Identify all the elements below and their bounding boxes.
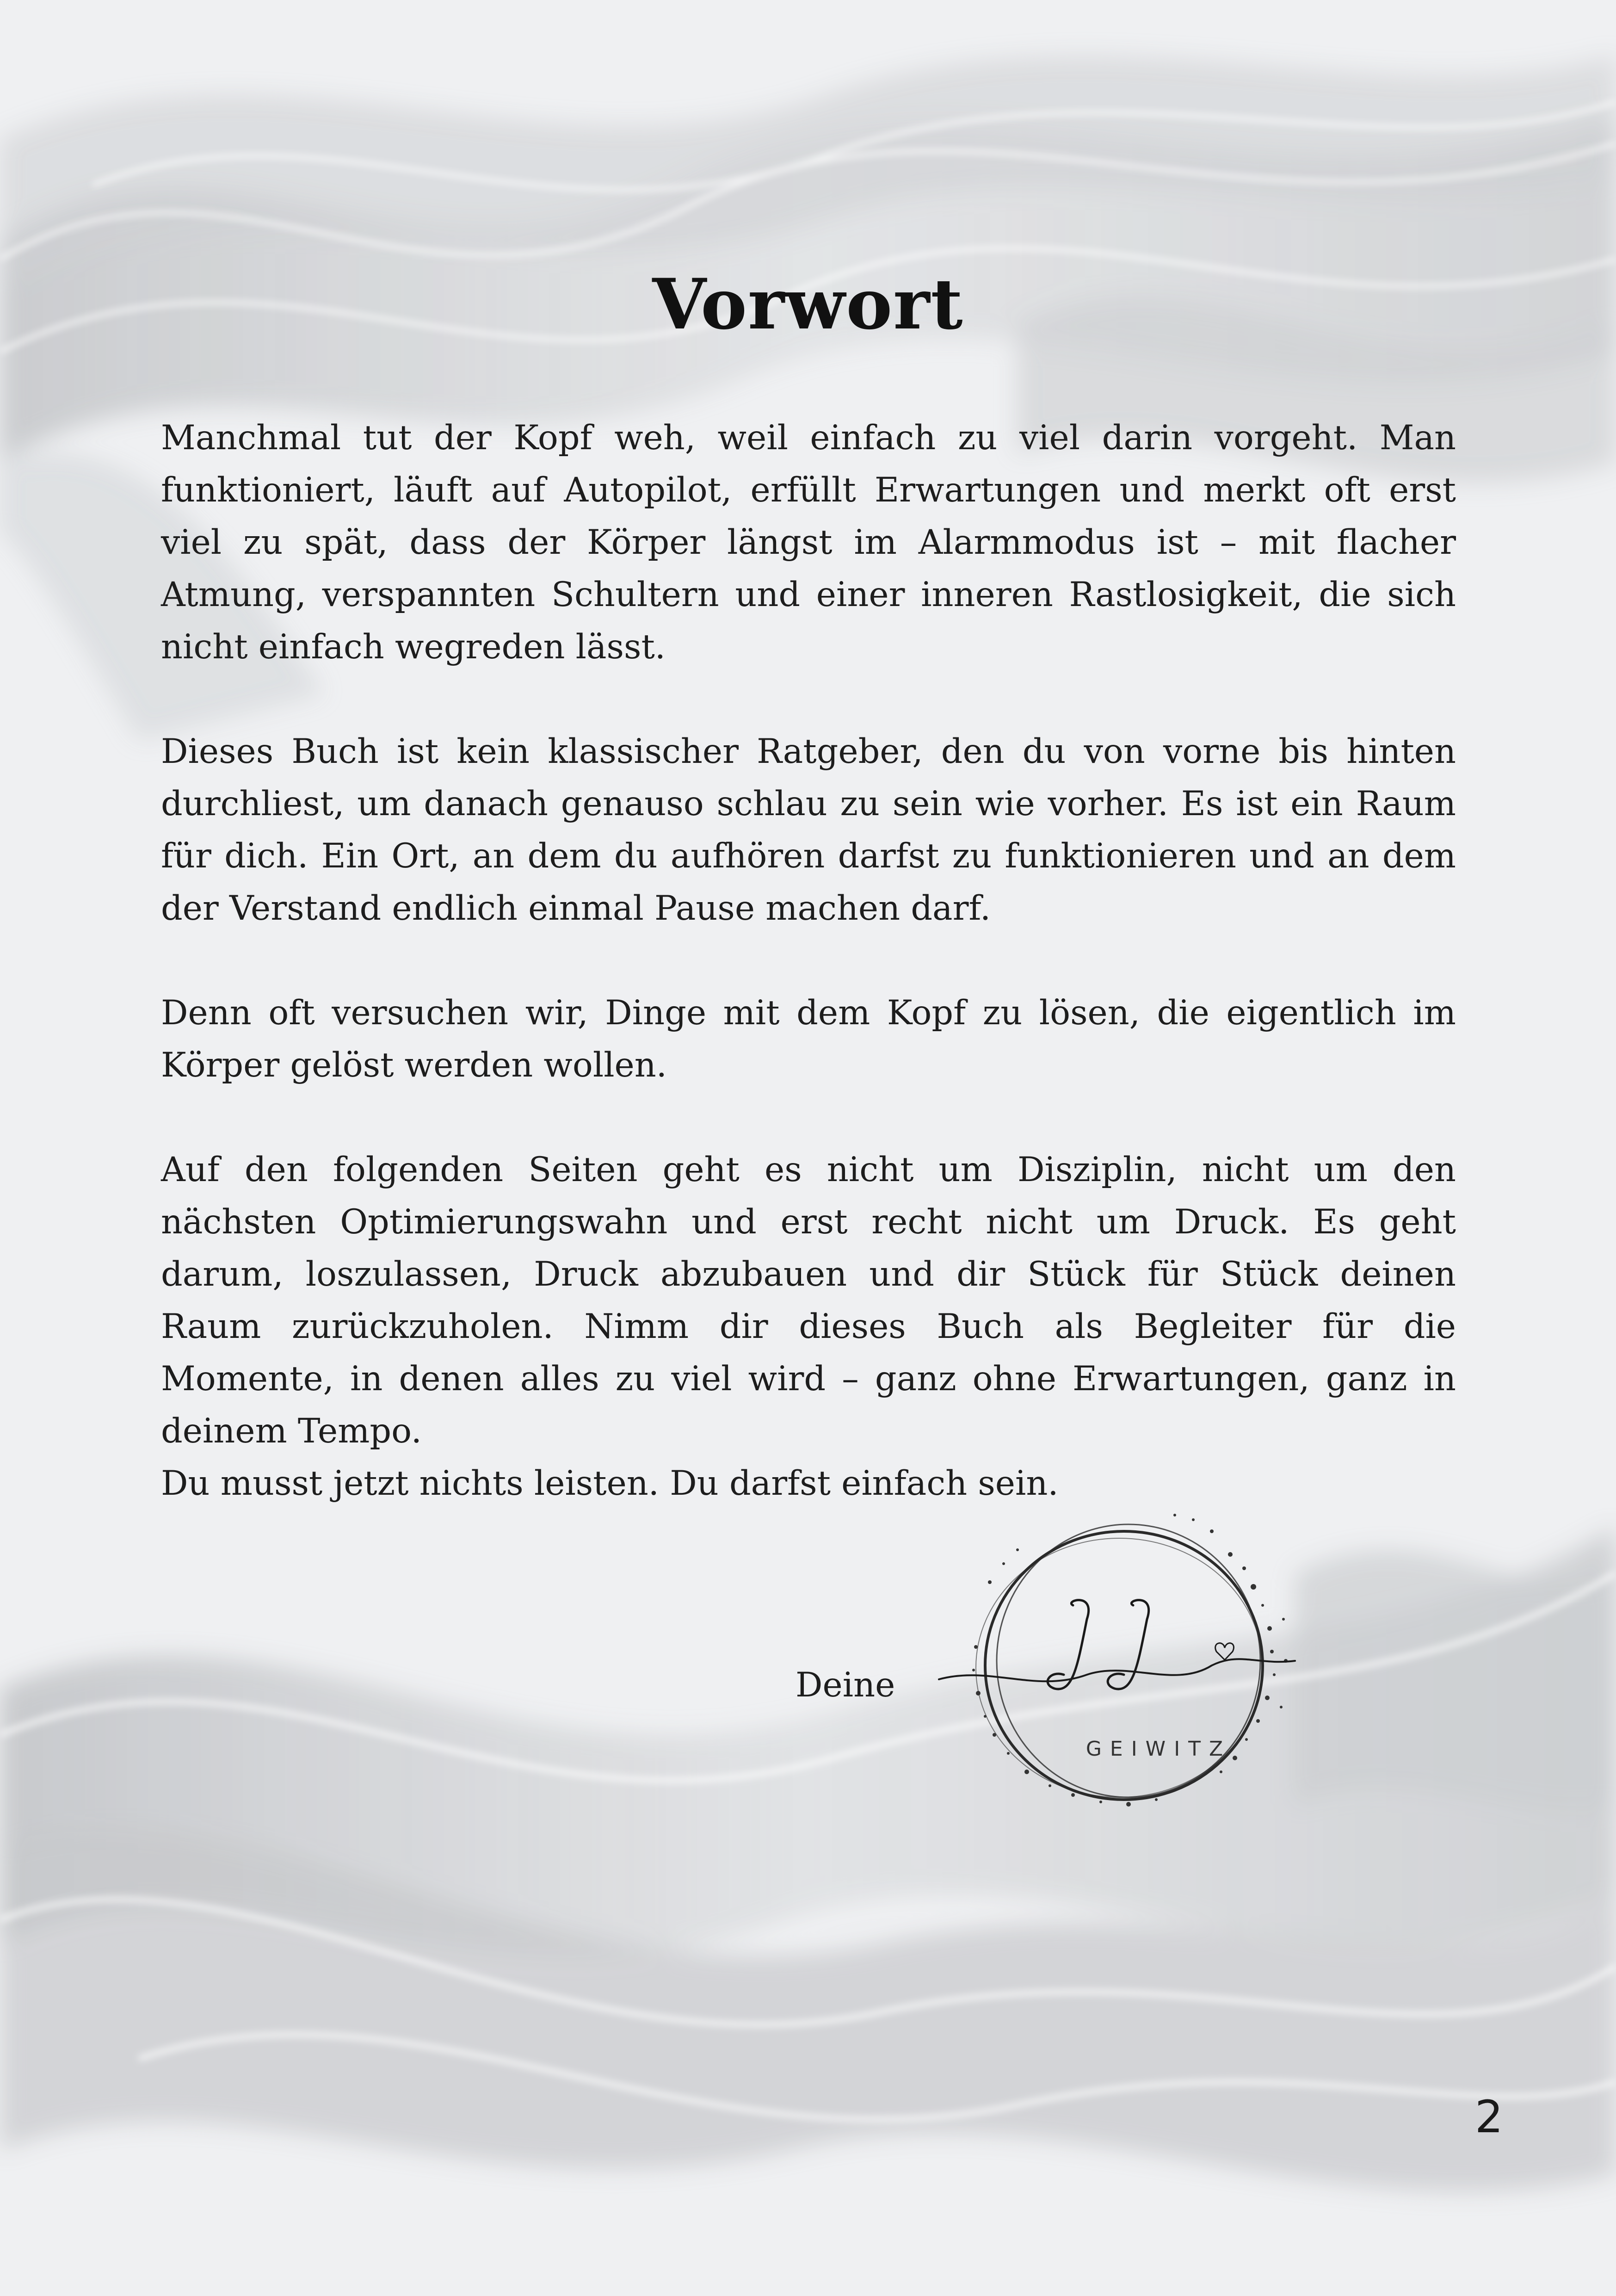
signature-name: GEIWITZ	[1086, 1737, 1232, 1761]
closing-word: Deine	[796, 1665, 895, 1705]
page-title: Vorwort	[652, 264, 964, 345]
paragraph: Dieses Buch ist kein klassischer Ratgeber, den du von vorne bis hinten durchliest, um danach genauso schlau zu sein wie vorher. Es ist ein Raum für dich. Ein Ort, an dem du aufhören darfst zu funktionieren und an dem der Verstand endlich einmal Pause machen darf.	[161, 732, 1456, 928]
paragraph: Denn oft versuchen wir, Dinge mit dem Kopf zu lösen, die eigentlich im Körper gelöst werden wollen.	[161, 993, 1456, 1085]
page-number: 2	[1474, 2091, 1503, 2143]
paragraph: Du musst jetzt nichts leisten. Du darfst einfach sein.	[161, 1464, 1059, 1503]
foreword-body	[161, 412, 1456, 1510]
paragraph: Manchmal tut der Kopf weh, weil einfach zu viel darin vorgeht. Man funktioniert, läuft auf Autopilot, erfüllt Erwartungen und merkt oft erst viel zu spät, dass der Körper längst im Alarmmodus ist – mit flacher Atmung, verspannten Schultern und einer inneren Rastlosigkeit, die sich nicht einfach wegreden lässt.	[161, 418, 1456, 667]
paragraph: Auf den folgenden Seiten geht es nicht um Disziplin, nicht um den nächsten Optimierungswahn und erst recht nicht um Druck. Es geht darum, loszulassen, Druck abzubauen und dir Stück für Stück deinen Raum zurückzuholen. Nimm dir dieses Buch als Begleiter für die Momente, in denen alles zu viel wird – ganz ohne Erwartungen, ganz in deinem Tempo.	[161, 1150, 1456, 1451]
signature-logo	[934, 1499, 1304, 1823]
